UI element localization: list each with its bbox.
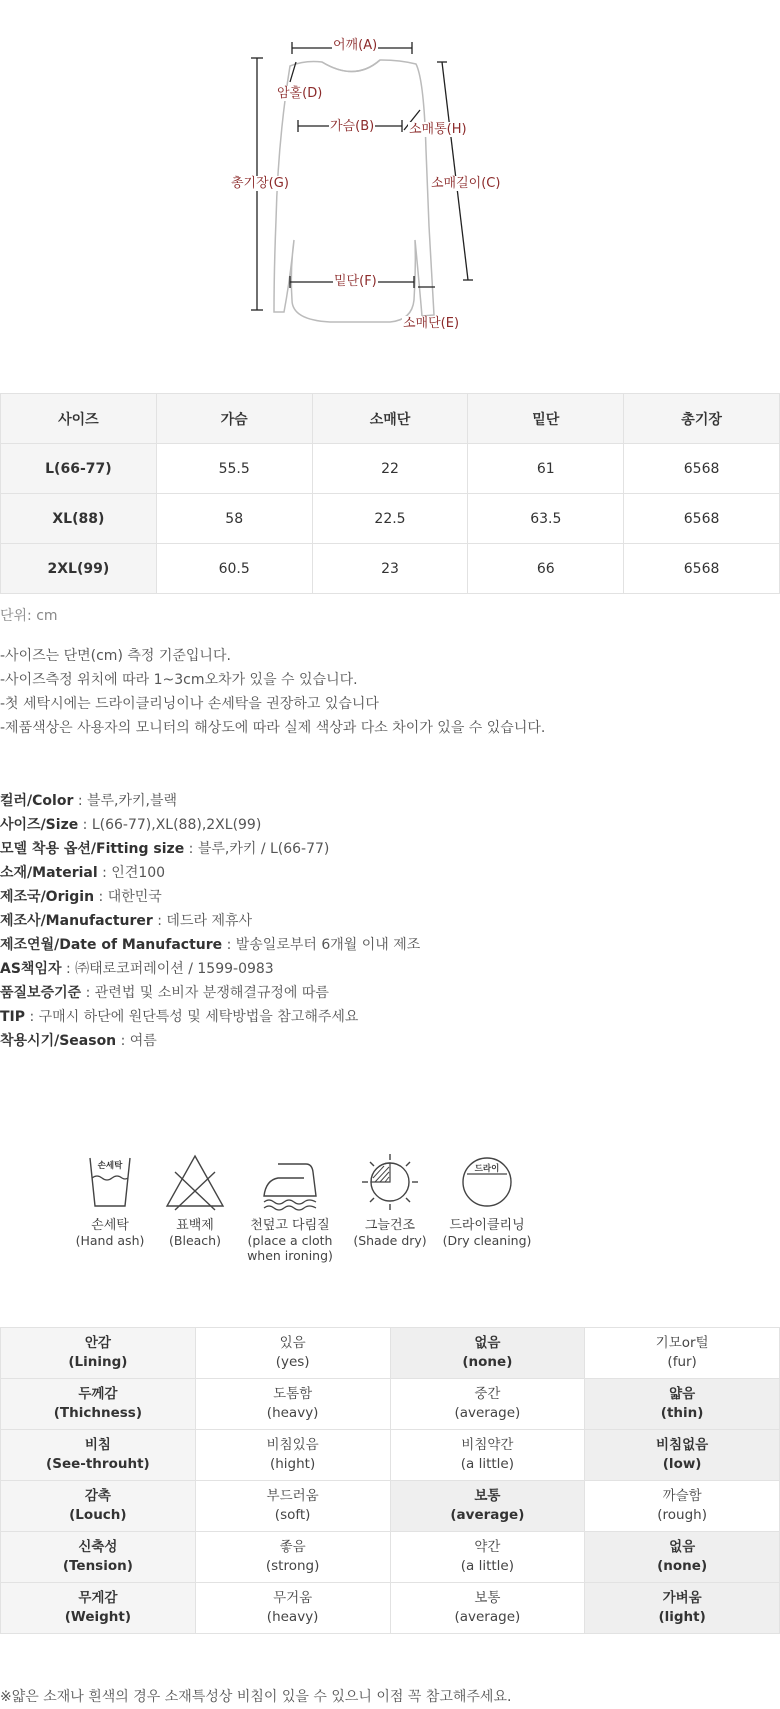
no-bleach-icon xyxy=(163,1152,227,1212)
fabric-option-selected: 보통 (average) xyxy=(390,1481,585,1532)
spec-key: 품질보증기준 xyxy=(0,985,82,1001)
header-cell: 가슴 xyxy=(156,394,312,444)
fabric-option-selected: 없음 (none) xyxy=(585,1532,780,1583)
care-label-en: (place a cloth xyxy=(247,1233,333,1248)
table-cell: 58 xyxy=(156,494,312,544)
fabric-row xyxy=(1,1532,780,1583)
table-cell: 60.5 xyxy=(156,544,312,594)
size-label: XL(88) xyxy=(1,494,157,544)
hand-wash-icon xyxy=(83,1152,137,1212)
fabric-attribute: 감촉 (Louch) xyxy=(1,1481,196,1532)
fabric-option: 도톰함 (heavy) xyxy=(195,1379,390,1430)
fabric-table xyxy=(0,1327,780,1634)
iron-icon xyxy=(258,1152,322,1212)
fabric-attribute: 안감 (Lining) xyxy=(1,1328,196,1379)
spec-key: 사이즈/Size xyxy=(0,817,79,833)
fabric-attribute: 신축성 (Tension) xyxy=(1,1532,196,1583)
dry-clean-icon xyxy=(455,1152,519,1212)
spec-item xyxy=(0,789,420,813)
care-no-bleach xyxy=(155,1152,235,1248)
spec-value: : L(66-77),XL(88),2XL(99) xyxy=(78,817,262,833)
fabric-attribute: 비침 (See-throuht) xyxy=(1,1430,196,1481)
shade-dry-icon xyxy=(358,1152,422,1212)
label-cuff: 소매단(E) xyxy=(403,316,460,331)
care-label-en: (Shade dry) xyxy=(353,1233,427,1248)
label-armhole: 암홀(D) xyxy=(277,86,323,101)
spec-item xyxy=(0,837,420,861)
product-spec-list xyxy=(0,789,420,1053)
size-label: L(66-77) xyxy=(1,444,157,494)
spec-value: : 데드라 제휴사 xyxy=(152,913,253,929)
label-sleeve-width: 소매통(H) xyxy=(409,122,467,137)
care-label-en: (Bleach) xyxy=(169,1233,221,1248)
care-label-ko: 그늘건조 xyxy=(364,1218,416,1233)
fabric-option: 기모or털 (fur) xyxy=(585,1328,780,1379)
fabric-option: 부드러움 (soft) xyxy=(195,1481,390,1532)
spec-item xyxy=(0,885,420,909)
spec-value: : ㈜태로코퍼레이션 / 1599-0983 xyxy=(61,961,274,977)
fabric-option-selected: 없음 (none) xyxy=(390,1328,585,1379)
spec-key: 컬러/Color xyxy=(0,793,74,809)
fabric-option: 비침약간 (a little) xyxy=(390,1430,585,1481)
fabric-row xyxy=(1,1481,780,1532)
spec-item xyxy=(0,909,420,933)
header-cell: 소매단 xyxy=(312,394,468,444)
spec-key: 모델 착용 옵션/Fitting size xyxy=(0,841,185,857)
spec-item xyxy=(0,1029,420,1053)
spec-value: : 블루,카키 / L(66-77) xyxy=(184,841,330,857)
table-cell: 61 xyxy=(468,444,624,494)
care-shade-dry xyxy=(345,1152,435,1248)
spec-value: : 발송일로부터 6개월 이내 제조 xyxy=(222,937,421,953)
care-label-ko: 천덮고 다림질 xyxy=(250,1218,330,1233)
label-sleeve-length: 소매길이(C) xyxy=(431,176,501,191)
fabric-option: 중간 (average) xyxy=(390,1379,585,1430)
fabric-row xyxy=(1,1328,780,1379)
fabric-attribute: 두께감 (Thichness) xyxy=(1,1379,196,1430)
spec-value: : 관련법 및 소비자 분쟁해결규정에 따름 xyxy=(81,985,329,1001)
spec-item xyxy=(0,981,420,1005)
fabric-option: 약간 (a little) xyxy=(390,1532,585,1583)
size-table xyxy=(0,393,780,594)
fabric-option: 좋음 (strong) xyxy=(195,1532,390,1583)
label-hem: 밑단(F) xyxy=(334,274,377,289)
table-cell: 6568 xyxy=(624,494,780,544)
care-iron xyxy=(245,1152,335,1263)
header-cell: 사이즈 xyxy=(1,394,157,444)
spec-value: : 여름 xyxy=(116,1033,157,1049)
care-badge: 손세탁 xyxy=(97,1161,123,1171)
fabric-option: 보통 (average) xyxy=(390,1583,585,1634)
fabric-option: 비침있음 (hight) xyxy=(195,1430,390,1481)
footnote: ※얇은 소재나 흰색의 경우 소재특성상 비침이 있을 수 있으니 이점 꼭 참고해주세요. xyxy=(0,1689,512,1705)
spec-item xyxy=(0,861,420,885)
care-hand-wash xyxy=(70,1152,150,1248)
table-cell: 66 xyxy=(468,544,624,594)
note-line: -사이즈는 단면(cm) 측정 기준입니다. xyxy=(0,648,231,664)
spec-value: : 대한민국 xyxy=(94,889,162,905)
spec-key: 착용시기/Season xyxy=(0,1033,117,1049)
unit-label: 단위: cm xyxy=(0,608,58,624)
label-chest: 가슴(B) xyxy=(330,119,375,134)
spec-key: AS책임자 xyxy=(0,961,62,977)
spec-value: : 구매시 하단에 원단특성 및 세탁방법을 참고해주세요 xyxy=(25,1009,359,1025)
fabric-row xyxy=(1,1379,780,1430)
table-cell: 22 xyxy=(312,444,468,494)
fabric-option: 까슬함 (rough) xyxy=(585,1481,780,1532)
table-row xyxy=(1,544,780,594)
header-cell: 총기장 xyxy=(624,394,780,444)
spec-key: TIP xyxy=(0,1009,26,1025)
note-line: -첫 세탁시에는 드라이클리닝이나 손세탁을 권장하고 있습니다 xyxy=(0,696,379,712)
header-cell: 밑단 xyxy=(468,394,624,444)
care-label-ko: 드라이클리닝 xyxy=(449,1218,525,1233)
fabric-option-selected: 가벼움 (light) xyxy=(585,1583,780,1634)
size-diagram xyxy=(230,30,550,340)
table-cell: 55.5 xyxy=(156,444,312,494)
care-label-ko: 표백제 xyxy=(176,1218,214,1233)
care-label-en: (Dry cleaning) xyxy=(442,1233,532,1248)
care-label-en-2: when ironing) xyxy=(247,1248,333,1263)
fabric-option-selected: 얇음 (thin) xyxy=(585,1379,780,1430)
table-row xyxy=(1,494,780,544)
size-notes xyxy=(0,644,545,740)
care-dry-cleaning xyxy=(437,1152,537,1248)
fabric-option-selected: 비침없음 (low) xyxy=(585,1430,780,1481)
table-row xyxy=(1,444,780,494)
spec-key: 제조사/Manufacturer xyxy=(0,913,153,929)
spec-key: 소재/Material xyxy=(0,865,98,881)
care-label-en: (Hand ash) xyxy=(75,1233,145,1248)
care-badge: 드라이 xyxy=(474,1164,500,1174)
spec-value: : 인견100 xyxy=(97,865,166,881)
size-label: 2XL(99) xyxy=(1,544,157,594)
fabric-row xyxy=(1,1430,780,1481)
table-cell: 6568 xyxy=(624,544,780,594)
label-shoulder: 어깨(A) xyxy=(333,38,378,53)
table-cell: 6568 xyxy=(624,444,780,494)
care-label-ko: 손세탁 xyxy=(91,1218,129,1233)
fabric-attribute: 무게감 (Weight) xyxy=(1,1583,196,1634)
spec-key: 제조국/Origin xyxy=(0,889,95,905)
table-cell: 23 xyxy=(312,544,468,594)
fabric-option: 있음 (yes) xyxy=(195,1328,390,1379)
note-line: -사이즈측정 위치에 따라 1~3cm오차가 있을 수 있습니다. xyxy=(0,672,358,688)
size-table-header xyxy=(1,394,780,444)
label-total-length: 총기장(G) xyxy=(231,176,289,191)
table-cell: 22.5 xyxy=(312,494,468,544)
spec-item xyxy=(0,933,420,957)
spec-item xyxy=(0,1005,420,1029)
fabric-option: 무거움 (heavy) xyxy=(195,1583,390,1634)
spec-item xyxy=(0,813,420,837)
spec-item xyxy=(0,957,420,981)
spec-value: : 블루,카키,블랙 xyxy=(73,793,178,809)
table-cell: 63.5 xyxy=(468,494,624,544)
note-line: -제품색상은 사용자의 모니터의 해상도에 따라 실제 색상과 다소 차이가 있을 수 있습니다. xyxy=(0,720,546,736)
spec-key: 제조연월/Date of Manufacture xyxy=(0,937,223,953)
fabric-row xyxy=(1,1583,780,1634)
